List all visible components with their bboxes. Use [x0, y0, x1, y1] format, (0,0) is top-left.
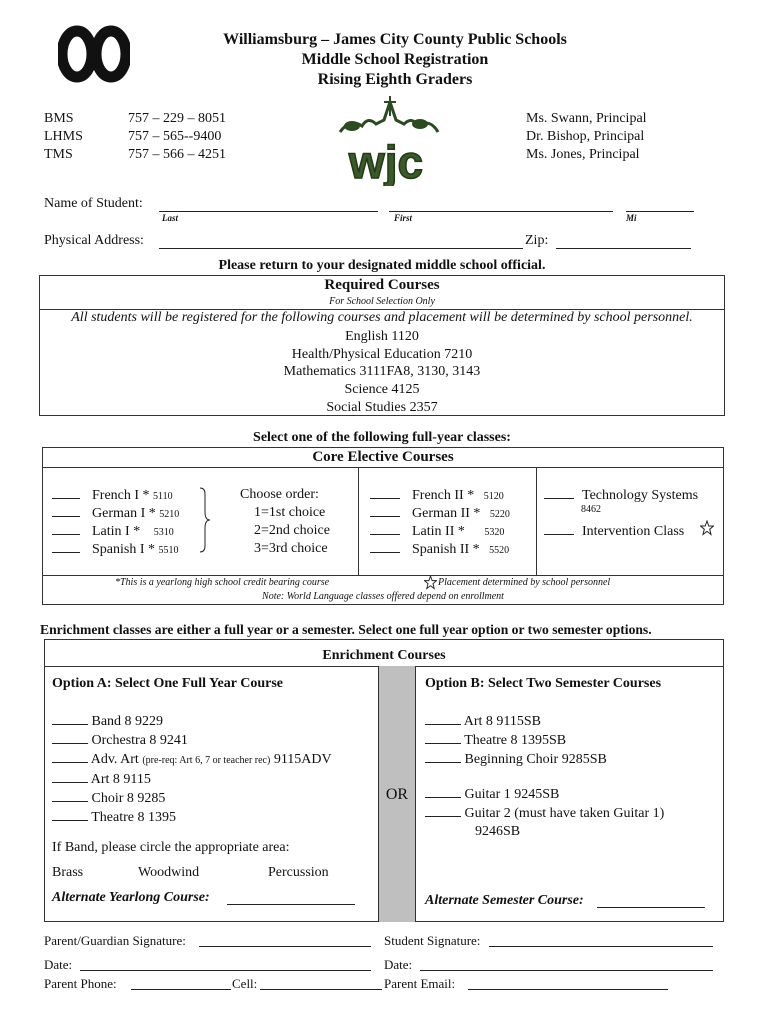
middle-initial-field[interactable] — [626, 198, 694, 212]
first-name-field[interactable] — [389, 198, 613, 212]
first-name-caption: First — [394, 213, 413, 223]
technology-systems-code: 8462 — [581, 504, 601, 515]
required-courses-subtitle: For School Selection Only — [329, 296, 435, 307]
choice-order-title: Choose order: — [240, 487, 319, 502]
band-area-percussion[interactable]: Percussion — [268, 865, 329, 880]
level2-language-list — [370, 486, 530, 558]
choice-blank[interactable] — [52, 808, 88, 821]
enrichment-title: Enrichment Courses — [322, 648, 446, 663]
logo-lettering: wjc — [348, 136, 424, 186]
choice-order — [240, 486, 330, 558]
option-b-title: Option B: Select Two Semester Courses — [425, 676, 662, 691]
choice-order-item: 3=3rd choice — [254, 541, 328, 556]
list-item: French I * 5110 — [52, 486, 173, 504]
school-abbr: BMS — [44, 111, 74, 126]
star-icon — [424, 575, 437, 590]
choice-blank[interactable] — [52, 789, 88, 802]
list-item: Adv. Art (pre-req: Art 6, 7 or teacher rec) 9115ADV — [52, 750, 372, 770]
list-item: Art 8 9115 — [52, 770, 372, 789]
list-item: Band 8 9229 — [52, 712, 372, 731]
level1-language-list — [52, 486, 212, 558]
choice-blank[interactable] — [425, 804, 461, 817]
band-area-brass[interactable]: Brass — [52, 865, 84, 880]
divider — [358, 467, 359, 575]
star-icon — [700, 520, 714, 536]
list-item: Guitar 2 (must have taken Guitar 1) — [425, 804, 664, 823]
mi-caption: Mi — [626, 213, 637, 223]
list-item: Spanish II * 5520 — [370, 540, 509, 558]
core-instruction: Select one of the following full-year classes: — [253, 430, 511, 445]
student-date-label: Date: — [384, 957, 413, 972]
language-note: Note: World Language classes offered depend on enrollment — [262, 591, 504, 602]
school-phone: 757 – 229 – 8051 — [128, 111, 226, 126]
return-note: Please return to your designated middle school official. — [218, 258, 546, 273]
alternate-yearlong-label: Alternate Yearlong Course: — [52, 890, 210, 905]
choice-blank[interactable] — [544, 486, 574, 499]
or-label: OR — [385, 786, 409, 803]
placement-footnote: Placement determined by school personnel — [438, 577, 611, 588]
student-name-label: Name of Student: — [44, 196, 143, 211]
district-logo — [330, 94, 442, 186]
list-item: Theatre 8 1395 — [52, 808, 372, 827]
choice-blank[interactable] — [52, 522, 80, 535]
choice-blank[interactable] — [425, 750, 461, 763]
choice-blank[interactable] — [52, 750, 88, 763]
cell-field[interactable] — [260, 977, 382, 990]
parent-date-label: Date: — [44, 957, 73, 972]
option-a-title: Option A: Select One Full Year Course — [52, 676, 283, 691]
zip-label: Zip: — [525, 233, 549, 248]
intervention-class-label: Intervention Class — [582, 524, 685, 539]
list-item: Choir 8 9285 — [52, 789, 372, 808]
parent-email-label: Parent Email: — [384, 976, 456, 991]
choice-blank[interactable] — [425, 712, 461, 725]
school-phone: 757 – 566 – 4251 — [128, 147, 226, 162]
divider — [42, 575, 724, 576]
principal-name: Dr. Bishop, Principal — [526, 129, 645, 144]
grade-eight-mark — [58, 22, 130, 86]
choice-blank[interactable] — [544, 522, 574, 535]
address-field[interactable] — [159, 235, 523, 249]
parent-signature-field[interactable] — [199, 934, 371, 947]
choice-blank[interactable] — [52, 731, 88, 744]
list-item: German I * 5210 — [52, 504, 179, 522]
technology-systems-item — [544, 486, 698, 504]
choice-order-item: 1=1st choice — [254, 505, 326, 520]
core-electives-title: Core Elective Courses — [312, 449, 454, 465]
student-date-field[interactable] — [420, 958, 713, 971]
choice-blank[interactable] — [370, 522, 400, 535]
parent-signature-label: Parent/Guardian Signature: — [44, 933, 186, 948]
intervention-class-item — [544, 522, 684, 540]
choice-blank[interactable] — [52, 770, 88, 783]
school-phones — [128, 110, 226, 164]
brace-icon — [198, 486, 212, 554]
enrichment-instruction: Enrichment classes are either a full year or a semester. Select one full year option or two semester options. — [40, 622, 652, 637]
list-item: French II * 5120 — [370, 486, 504, 504]
parent-email-field[interactable] — [468, 977, 668, 990]
list-item: German II * 5220 — [370, 504, 510, 522]
parent-phone-label: Parent Phone: — [44, 976, 117, 991]
alternate-semester-field[interactable] — [597, 894, 705, 908]
list-item: Beginning Choir 9285SB — [425, 750, 607, 769]
parent-phone-field[interactable] — [131, 977, 231, 990]
band-note: If Band, please circle the appropriate area: — [52, 840, 290, 855]
form-subtitle: Rising Eighth Graders — [317, 71, 473, 88]
required-intro: All students will be registered for the following courses and placement will be determined by school personnel. — [71, 310, 693, 325]
required-course: Science 4125 — [344, 382, 420, 398]
choice-blank[interactable] — [52, 504, 80, 517]
choice-blank[interactable] — [370, 540, 400, 553]
required-course-list — [39, 328, 725, 417]
school-abbr: LHMS — [44, 129, 83, 144]
school-abbr: TMS — [44, 147, 73, 162]
alternate-yearlong-field[interactable] — [227, 891, 355, 905]
zip-field[interactable] — [556, 235, 691, 249]
list-item: Latin I * 5310 — [52, 522, 174, 540]
cell-label: Cell: — [232, 976, 258, 991]
choice-blank[interactable] — [52, 486, 80, 499]
option-b-list — [425, 712, 607, 769]
divider — [536, 467, 537, 575]
list-item: Guitar 1 9245SB — [425, 785, 664, 804]
list-item: Orchestra 8 9241 — [52, 731, 372, 750]
guitar2-code: 9246SB — [475, 824, 521, 839]
choice-blank[interactable] — [370, 486, 400, 499]
list-item: Art 8 9115SB — [425, 712, 607, 731]
credit-footnote: *This is a yearlong high school credit bearing course — [115, 577, 330, 588]
required-courses-title: Required Courses — [324, 277, 440, 293]
parent-date-field[interactable] — [80, 958, 371, 971]
option-b-guitar-list — [425, 785, 664, 841]
list-item: Theatre 8 1395SB — [425, 731, 607, 750]
choice-order-item: 2=2nd choice — [254, 523, 330, 538]
school-list — [44, 110, 83, 164]
header-title — [150, 30, 640, 90]
choice-blank[interactable] — [52, 540, 80, 553]
list-item: Latin II * 5320 — [370, 522, 504, 540]
option-a-list — [52, 712, 372, 825]
district-name: Williamsburg – James City County Public Schools — [223, 31, 567, 48]
last-name-field[interactable] — [159, 198, 378, 212]
choice-blank[interactable] — [52, 712, 88, 725]
alternate-semester-label: Alternate Semester Course: — [425, 893, 584, 908]
list-item: Spanish I * 5510 — [52, 540, 179, 558]
required-course: Health/Physical Education 7210 — [291, 346, 473, 362]
principal-name: Ms. Jones, Principal — [526, 147, 640, 162]
required-course: Mathematics 3111FA8, 3130, 3143 — [283, 364, 481, 380]
school-phone: 757 – 565--9400 — [128, 129, 222, 144]
choice-blank[interactable] — [370, 504, 400, 517]
last-name-caption: Last — [162, 213, 179, 223]
choice-blank[interactable] — [425, 731, 461, 744]
band-area-woodwind[interactable]: Woodwind — [138, 865, 200, 880]
divider — [42, 467, 724, 468]
choice-blank[interactable] — [425, 785, 461, 798]
principal-name: Ms. Swann, Principal — [526, 111, 647, 126]
required-course: Social Studies 2357 — [326, 399, 438, 415]
principal-list — [526, 110, 647, 164]
student-signature-label: Student Signature: — [384, 933, 481, 948]
technology-systems-label: Technology Systems — [582, 488, 699, 503]
address-label: Physical Address: — [44, 233, 144, 248]
form-title: Middle School Registration — [301, 51, 489, 68]
student-signature-field[interactable] — [489, 934, 713, 947]
required-course: English 1120 — [345, 329, 419, 344]
